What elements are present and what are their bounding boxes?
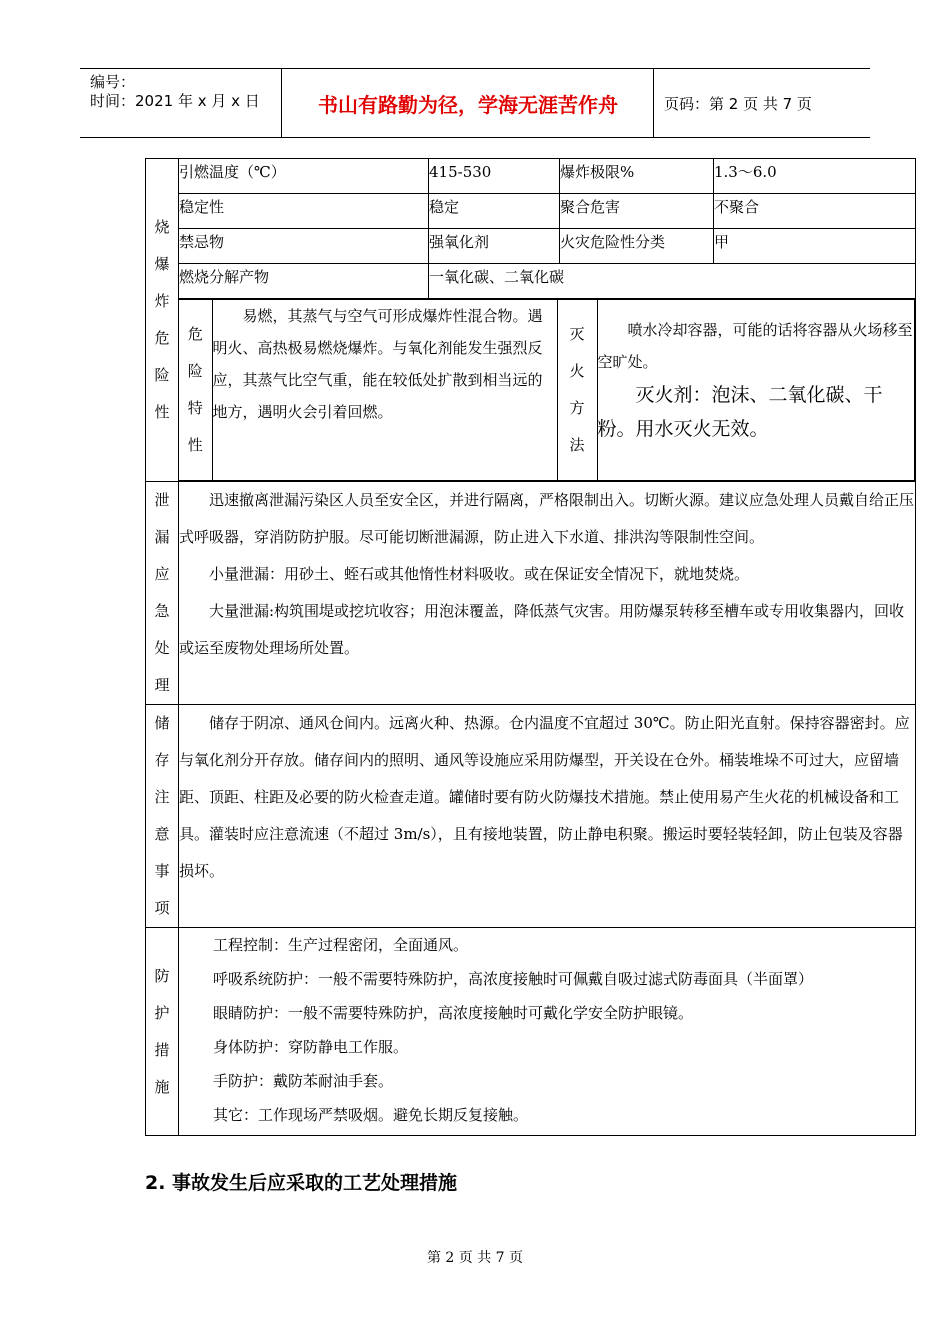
list-item: 其它：工作现场严禁吸烟。避免长期反复接触。 xyxy=(213,1106,529,1124)
page-footer: 第 2 页 共 7 页 xyxy=(426,1250,524,1266)
hazard-label: 危险特性 xyxy=(179,300,212,481)
table-cell: 甲 xyxy=(714,229,916,264)
extinguish-label: 灭火方法 xyxy=(557,300,597,481)
table-cell: 引燃温度（℃） xyxy=(179,159,429,194)
table-cell: 稳定性 xyxy=(179,194,429,229)
storage-text: 储存于阴凉、通风仓间内。远离火种、热源。仓内温度不宜超过 30℃。防止阳光直射。保持容器密封。应与氧化剂分开存放。储存间内的照明、通风等设施应采用防爆型，开关设在仓外。桶装堆垛不可过大，应留墙距、顶距、柱距及必要的防火检查走道。罐储时要有防火防爆技术措施。禁止使用易产生火花的机械设备和工具。灌装时应注意流速（不超过 3m/s），且有接地装置，防止静电积聚。搬运时要轻装轻卸，防止包装及容器损坏。 xyxy=(179,705,916,928)
header-page-info: 页码：第 2 页 共 7 页 xyxy=(664,94,812,113)
list-item: 呼吸系统防护：一般不需要特殊防护，高浓度接触时可佩戴自吸过滤式防毒面具（半面罩） xyxy=(213,970,814,988)
table-cell: 强氧化剂 xyxy=(429,229,560,264)
table-row xyxy=(146,482,916,705)
table-row xyxy=(146,229,916,264)
page-header xyxy=(80,68,870,138)
table-row xyxy=(146,264,916,299)
hazard-extinguish-cell xyxy=(179,299,916,482)
table-row xyxy=(146,928,916,1136)
table-cell: 聚合危害 xyxy=(560,194,714,229)
table-row xyxy=(146,194,916,229)
table-cell: 爆炸极限% xyxy=(560,159,714,194)
doc-time-label: 时间：2021 年 x 月 x 日 xyxy=(90,92,260,110)
table-cell: 燃烧分解产物 xyxy=(179,264,429,299)
table-cell: 不聚合 xyxy=(714,194,916,229)
table-row xyxy=(146,299,916,482)
hazard-text: 易燃，其蒸气与空气可形成爆炸性混合物。遇明火、高热极易燃烧爆炸。与氧化剂能发生强烈反应，其蒸气比空气重，能在较低处扩散到相当远的地方，遇明火会引着回燃。 xyxy=(212,300,557,481)
protection-text xyxy=(179,928,916,1136)
doc-number-label: 编号： xyxy=(90,73,136,91)
table-cell: 火灾危险性分类 xyxy=(560,229,714,264)
list-item: 工程控制：生产过程密闭，全面通风。 xyxy=(213,936,469,954)
table-row xyxy=(146,159,916,194)
header-slogan: 书山有路勤为径，学海无涯苦作舟 xyxy=(283,69,654,137)
table-cell: 415-530 xyxy=(429,159,560,194)
section-label-fire: 烧爆炸危险性 xyxy=(146,159,179,482)
header-meta xyxy=(80,69,282,137)
table-cell: 稳定 xyxy=(429,194,560,229)
section-2-heading: 2. 事故发生后应采取的工艺处理措施 xyxy=(145,1172,458,1194)
safety-table xyxy=(145,158,916,1136)
table-row xyxy=(146,705,916,928)
extinguish-text: 喷水冷却容器，可能的话将容器从火场移至空旷处。 灭火剂：泡沫、二氧化碳、干粉。用水灭火无效。 xyxy=(597,300,915,481)
section-label-protection: 防护措施 xyxy=(146,928,179,1136)
table-cell: 1.3～6.0 xyxy=(714,159,916,194)
list-item: 手防护：戴防苯耐油手套。 xyxy=(213,1072,394,1090)
section-label-leak: 泄漏应急处理 xyxy=(146,482,179,705)
table-cell: 禁忌物 xyxy=(179,229,429,264)
section-label-storage: 储存注意事项 xyxy=(146,705,179,928)
table-cell: 一氧化碳、二氧化碳 xyxy=(429,264,916,299)
leak-text: 迅速撤离泄漏污染区人员至安全区，并进行隔离，严格限制出入。切断火源。建议应急处理人员戴自给正压式呼吸器，穿消防防护服。尽可能切断泄漏源，防止进入下水道、排洪沟等限制性空间。 小量泄漏：用砂土、蛭石或其他惰性材料吸收。或在保证安全情况下，就地焚烧。 大量泄漏:构筑围堤或挖坑收容；用泡沫覆盖，降低蒸气灾害。用防爆泵转移至槽车或专用收集器内，回收或运至废物处理场所处置。 xyxy=(179,482,916,705)
list-item: 眼睛防护：一般不需要特殊防护，高浓度接触时可戴化学安全防护眼镜。 xyxy=(213,1004,694,1022)
list-item: 身体防护：穿防静电工作服。 xyxy=(213,1038,409,1056)
